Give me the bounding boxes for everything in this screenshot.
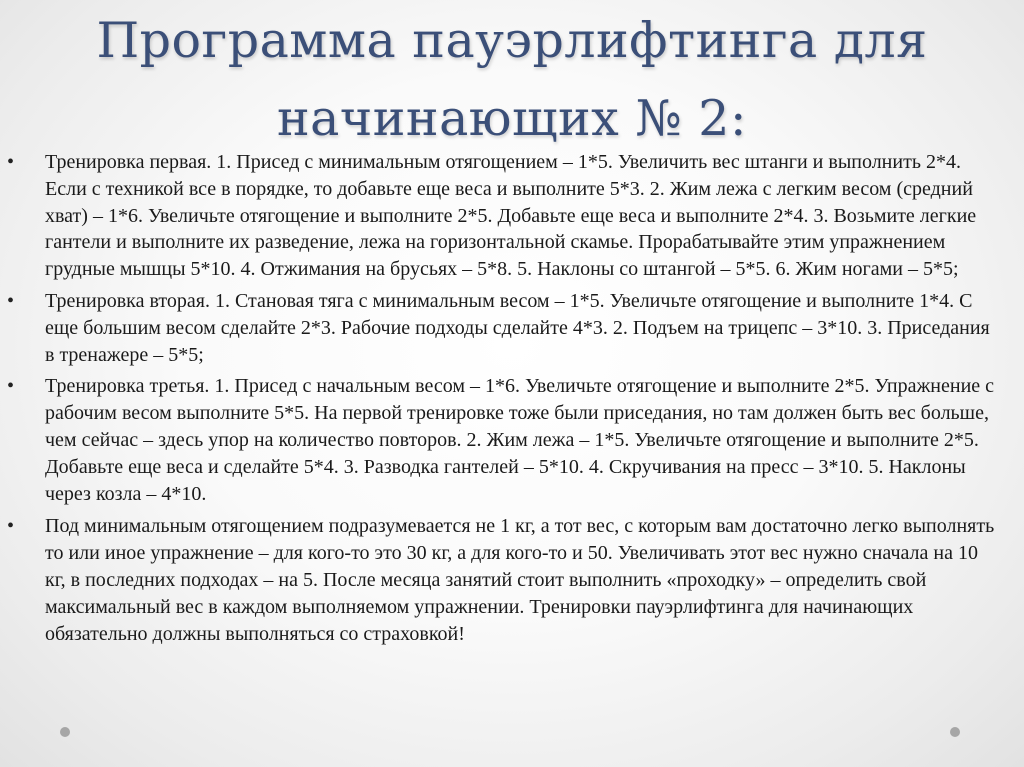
list-item-text: Тренировка третья. 1. Присед с начальным весом – 1*6. Увеличьте отягощение и выполните 2*5. Упражнение с рабочим весом выполните 5*5. На первой тренировке тоже были приседания, но там должен быть вес больше, чем сейчас – здесь упор на количество повторов. 2. Жим лежа – 1*5. Увеличьте отягощение и выполните 2*5. Добавьте еще веса и сделайте 5*4. 3. Разводка гантелей – 5*10. 4. Скручивания на пресс – 3*10. 5. Наклоны через козла – 4*10. — [45, 375, 995, 505]
slide-title — [40, 2, 984, 158]
list-item-text: Тренировка первая. 1. Присед с минимальным отягощением – 1*5. Увеличить вес штанги и выполнить 2*4. Если с техникой все в порядке, то добавьте еще веса и выполните 5*3. 2. Жим лежа с легким весом (средний хват) – 1*6. Увеличьте отягощение и выполните 2*5. Добавьте еще веса и выполните 2*4. 3. Возьмите легкие гантели и выполните их разведение, лежа на горизонтальной скамье. Прорабатывайте этим упражнением грудные мышцы 5*10. 4. Отжимания на брусьях – 5*8. 5. Наклоны со штангой – 5*5. 6. Жим ногами – 5*5; — [45, 151, 977, 281]
bullet-icon: • — [7, 151, 15, 173]
decorative-dot-right-icon — [950, 727, 960, 737]
decorative-dot-left-icon — [60, 727, 70, 737]
bullet-icon: • — [7, 515, 15, 538]
slide-title-line-2: начинающих № 2: — [276, 90, 747, 147]
slide-title-line-1: Программа пауэрлифтинга для — [96, 12, 928, 69]
list-item-text: Под минимальным отягощением подразумевается не 1 кг, а тот вес, с которым вам достаточно легко выполнять то или иное упражнение – для кого-то это 30 кг, а для кого-то и 50. Увеличивать этот вес нужно сначала на 10 кг, в последних подходах – на 5. После месяца занятий стоит выполнить «проходку» – определить свой максимальный вес в каждом выполняемом упражнении. Тренировки пауэрлифтинга для начинающих обязательно должны выполняться со страховкой! — [45, 515, 995, 645]
list-item — [0, 149, 1024, 283]
bullet-list — [0, 149, 1024, 651]
bullet-icon: • — [7, 375, 15, 398]
list-item — [0, 373, 1024, 507]
list-item — [0, 288, 1024, 368]
list-item-text: Тренировка вторая. 1. Становая тяга с минимальным весом – 1*5. Увеличьте отягощение и выполните 1*4. С еще большим весом сделайте 2*3. Рабочие подходы сделайте 4*3. 2. Подъем на трицепс – 3*10. 3. Приседания в тренажере – 5*5; — [45, 289, 990, 366]
list-item — [0, 513, 1024, 647]
bullet-icon: • — [7, 289, 15, 312]
